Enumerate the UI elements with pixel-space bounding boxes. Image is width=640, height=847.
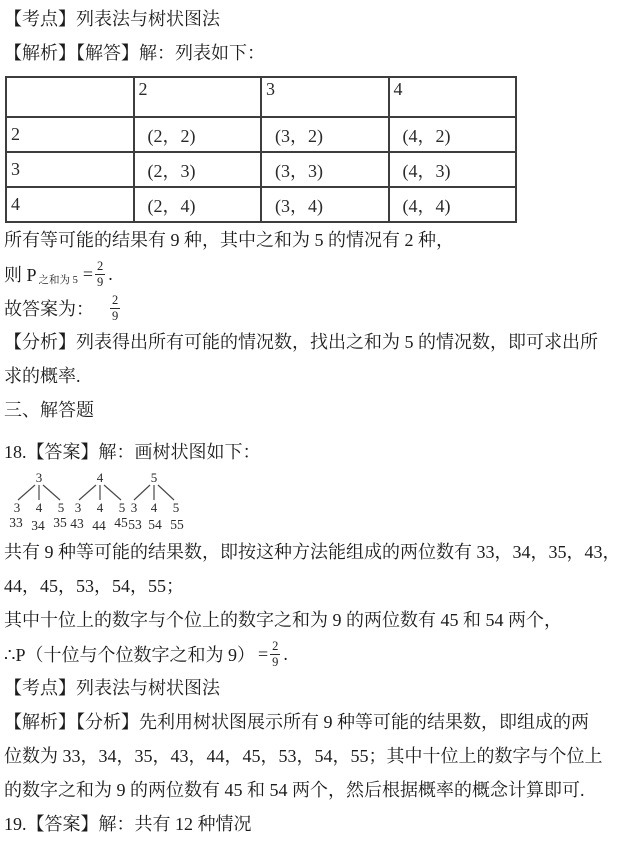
equals-sign: = xyxy=(257,643,269,664)
tree-root-label: 4 xyxy=(96,470,104,485)
tree-branch-line xyxy=(104,485,121,500)
probability-prefix: 则 P xyxy=(4,265,37,285)
table-cell: (3，4) xyxy=(261,187,389,222)
tree-leaf-label: 5 xyxy=(57,500,65,515)
table-cell: (2，4) xyxy=(134,187,262,222)
table-cell: (2，3) xyxy=(134,152,262,187)
tree-outcome-label: 35 xyxy=(53,515,67,530)
fraction-denominator: 9 xyxy=(97,275,104,289)
table-header-cell: 2 xyxy=(134,77,262,117)
exam-point-line: 【考点】列表法与树状图法 xyxy=(4,678,220,698)
tree-root-label: 5 xyxy=(150,470,158,485)
fraction xyxy=(95,260,105,289)
result-count-line: 共有 9 种等可能的结果数，即按这种方法能组成的两位数有 33，34，35，43， xyxy=(4,542,621,562)
section-title: 三、解答题 xyxy=(4,400,94,420)
tree-outcome-label: 43 xyxy=(70,516,84,531)
fraction-denominator: 9 xyxy=(112,309,119,323)
table-row-header-cell: 3 xyxy=(6,152,134,187)
table-cell: (4，3) xyxy=(389,152,517,187)
analysis-line: 位数为 33，34，35，43，44，45，53，54，55；其中十位上的数字与个位上 xyxy=(4,746,603,766)
table-row xyxy=(6,152,516,187)
tree-outcome-label: 54 xyxy=(148,517,162,532)
sentence-period: . xyxy=(283,643,288,664)
table-row xyxy=(6,187,516,222)
tree-branch-line xyxy=(18,485,35,500)
fraction-numerator: 2 xyxy=(112,292,119,307)
probability-prefix: ∴P（十位与个位数字之和为 9） xyxy=(4,645,255,665)
table-row-header-cell: 2 xyxy=(6,117,134,152)
table-cell: (2，2) xyxy=(134,117,262,152)
tree-branch-line xyxy=(79,485,96,500)
probability-equation-line xyxy=(4,257,634,291)
fraction-denominator: 9 xyxy=(272,655,279,669)
section-gap xyxy=(4,427,634,435)
tree-leaf-label: 4 xyxy=(96,500,104,515)
tree-branch-line xyxy=(43,485,60,500)
digit-sum-line: 其中十位上的数字与个位上的数字之和为 9 的两位数有 45 和 54 两个， xyxy=(4,610,562,630)
tree-branch-line xyxy=(134,485,150,500)
table-row-header-cell: 4 xyxy=(6,187,134,222)
analysis-line: 的数字之和为 9 的两位数有 45 和 54 两个，然后根据概率的概念计算即可. xyxy=(4,780,585,800)
tree-leaf-label: 3 xyxy=(130,500,138,515)
outcome-count-line: 所有等可能的结果有 9 种，其中之和为 5 的情况有 2 种， xyxy=(4,230,454,250)
probability-subscript: 之和为 5 xyxy=(38,274,78,286)
table-row xyxy=(6,117,516,152)
fraction xyxy=(110,294,120,323)
equals-sign: = xyxy=(82,263,94,284)
tree-leaf-label: 5 xyxy=(118,500,126,515)
analysis-line: 求的概率. xyxy=(4,366,81,386)
tree-leaf-label: 3 xyxy=(74,500,82,515)
exam-point-line: 【考点】列表法与树状图法 xyxy=(4,9,220,29)
tree-leaf-label: 3 xyxy=(13,500,21,515)
fraction-numerator: 2 xyxy=(272,638,279,653)
tree-diagram xyxy=(4,469,204,535)
tree-outcome-label: 34 xyxy=(31,518,45,533)
question19-answer-head: 19.【答案】解：共有 12 种情况 xyxy=(4,814,252,834)
tree-branch-line xyxy=(158,485,174,500)
table-header-row xyxy=(6,77,516,117)
answer-label: 故答案为： xyxy=(4,299,94,319)
tree-outcome-label: 33 xyxy=(9,515,23,530)
tree-outcome-label: 45 xyxy=(114,515,128,530)
solution-header-line: 【解析】【解答】解：列表如下： xyxy=(4,43,265,63)
probability-equation-line xyxy=(4,637,634,671)
tree-root-label: 3 xyxy=(35,470,43,485)
final-answer-line xyxy=(4,291,634,325)
sentence-period: . xyxy=(108,263,113,284)
table-cell: (3，3) xyxy=(261,152,389,187)
result-count-line: 44，45，53，54，55； xyxy=(4,576,184,596)
outcome-table xyxy=(5,76,517,223)
table-cell: (4，2) xyxy=(389,117,517,152)
tree-leaf-label: 4 xyxy=(150,500,158,515)
tree-outcome-label: 44 xyxy=(92,518,106,533)
table-cell: (4，4) xyxy=(389,187,517,222)
table-header-cell xyxy=(6,77,134,117)
table-header-cell: 3 xyxy=(261,77,389,117)
tree-leaf-label: 5 xyxy=(172,500,180,515)
tree-outcome-label: 53 xyxy=(128,517,142,532)
fraction-numerator: 2 xyxy=(97,258,104,273)
table-cell: (3，2) xyxy=(261,117,389,152)
analysis-line: 【分析】列表得出所有可能的情况数，找出之和为 5 的情况数，即可求出所 xyxy=(4,332,598,352)
analysis-line: 【解析】【分析】先利用树状图展示所有 9 种等可能的结果数，即组成的两 xyxy=(4,712,589,732)
tree-leaf-label: 4 xyxy=(35,500,43,515)
fraction xyxy=(270,640,280,669)
table-header-cell: 4 xyxy=(389,77,517,117)
question18-answer-head: 18.【答案】解：画树状图如下： xyxy=(4,442,261,462)
tree-outcome-label: 55 xyxy=(170,517,184,532)
